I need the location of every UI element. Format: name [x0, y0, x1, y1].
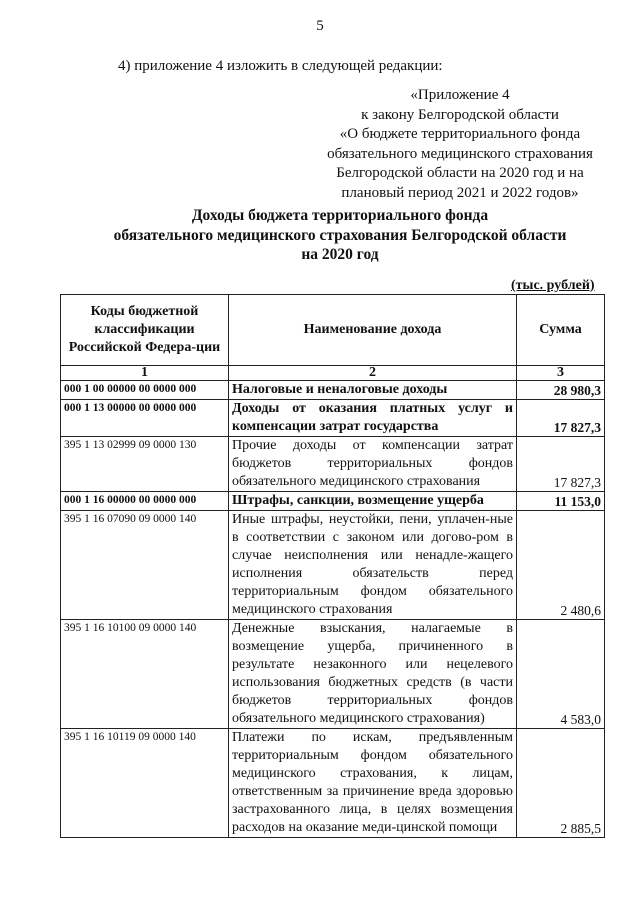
- column-number: 3: [517, 366, 605, 381]
- row-amount: 2 885,5: [517, 729, 605, 838]
- row-code: 395 1 16 10119 09 0000 140: [61, 729, 229, 838]
- table-row: [61, 511, 605, 620]
- row-name: Штрафы, санкции, возмещение ущерба: [229, 492, 517, 511]
- appendix-line: «О бюджете территориального фонда: [339, 126, 581, 142]
- appendix-line: обязательного медицинского страхования: [327, 145, 593, 162]
- row-amount: 2 480,6: [517, 511, 605, 620]
- appendix-line: Белгородской области на 2020 год и на: [336, 165, 584, 181]
- table-row: [61, 729, 605, 838]
- row-code: 000 1 00 00000 00 0000 000: [61, 381, 229, 400]
- row-amount: 17 827,3: [517, 437, 605, 492]
- row-code: 395 1 16 07090 09 0000 140: [61, 511, 229, 620]
- table-row: [61, 437, 605, 492]
- intro-text: 4) приложение 4 изложить в следующей редакции:: [118, 58, 443, 74]
- row-name: Прочие доходы от компенсации затрат бюджетов территориальных фондов обязательного медицинского страхования: [229, 437, 517, 492]
- appendix-line: «Приложение 4: [410, 87, 510, 103]
- column-number: 2: [229, 366, 517, 381]
- row-amount: 17 827,3: [517, 400, 605, 437]
- table-row: [61, 381, 605, 400]
- units-label: (тыс. рублей): [511, 278, 595, 293]
- row-amount: 4 583,0: [517, 620, 605, 729]
- page-number: 5: [316, 18, 324, 34]
- column-number: 1: [61, 366, 229, 381]
- row-code: 395 1 16 10100 09 0000 140: [61, 620, 229, 729]
- row-amount: 28 980,3: [517, 381, 605, 400]
- appendix-header: [300, 86, 620, 203]
- row-code: 000 1 13 00000 00 0000 000: [61, 400, 229, 437]
- title-line: на 2020 год: [301, 246, 379, 263]
- row-code: 395 1 13 02999 09 0000 130: [61, 437, 229, 492]
- header-name: Наименование дохода: [229, 295, 517, 366]
- row-name: Налоговые и неналоговые доходы: [229, 381, 517, 400]
- title-line: обязательного медицинского страхования Белгородской области: [113, 226, 567, 244]
- table-row: [61, 400, 605, 437]
- row-name: Платежи по искам, предъявленным территориальным фондом обязательного медицинского страхования, к лицам, ответственным за причинение вреда здоровью застрахованного лица, в целях возмещения расходов на оказание меди-цинской помощи: [229, 729, 517, 838]
- appendix-line: к закону Белгородской области: [361, 106, 559, 123]
- appendix-line: плановый период 2021 и 2022 годов»: [341, 184, 579, 201]
- row-name: Денежные взыскания, налагаемые в возмещение ущерба, причиненного в результате незаконного или нецелевого использования бюджетных средств (в части бюджетов территориальных фондов обязательного медицинского страхования): [229, 620, 517, 729]
- row-name: Доходы от оказания платных услуг и компенсации затрат государства: [229, 400, 517, 437]
- income-table: [60, 294, 605, 838]
- table-row: [61, 492, 605, 511]
- column-number-row: [61, 366, 605, 381]
- title-line: Доходы бюджета территориального фонда: [191, 207, 489, 224]
- row-code: 000 1 16 00000 00 0000 000: [61, 492, 229, 511]
- table-header-row: [61, 295, 605, 366]
- header-code: Коды бюджетной классификации Российской Федера-ции: [61, 295, 229, 366]
- header-amount: Сумма: [517, 295, 605, 366]
- row-amount: 11 153,0: [517, 492, 605, 511]
- row-name: Иные штрафы, неустойки, пени, уплачен-ные в соответствии с законом или догово-ром в случае неисполнения или ненадле-жащего исполнения обязательств перед территориальным фондом обязательного медицинского страхования: [229, 511, 517, 620]
- table-row: [61, 620, 605, 729]
- document-title: [60, 206, 620, 265]
